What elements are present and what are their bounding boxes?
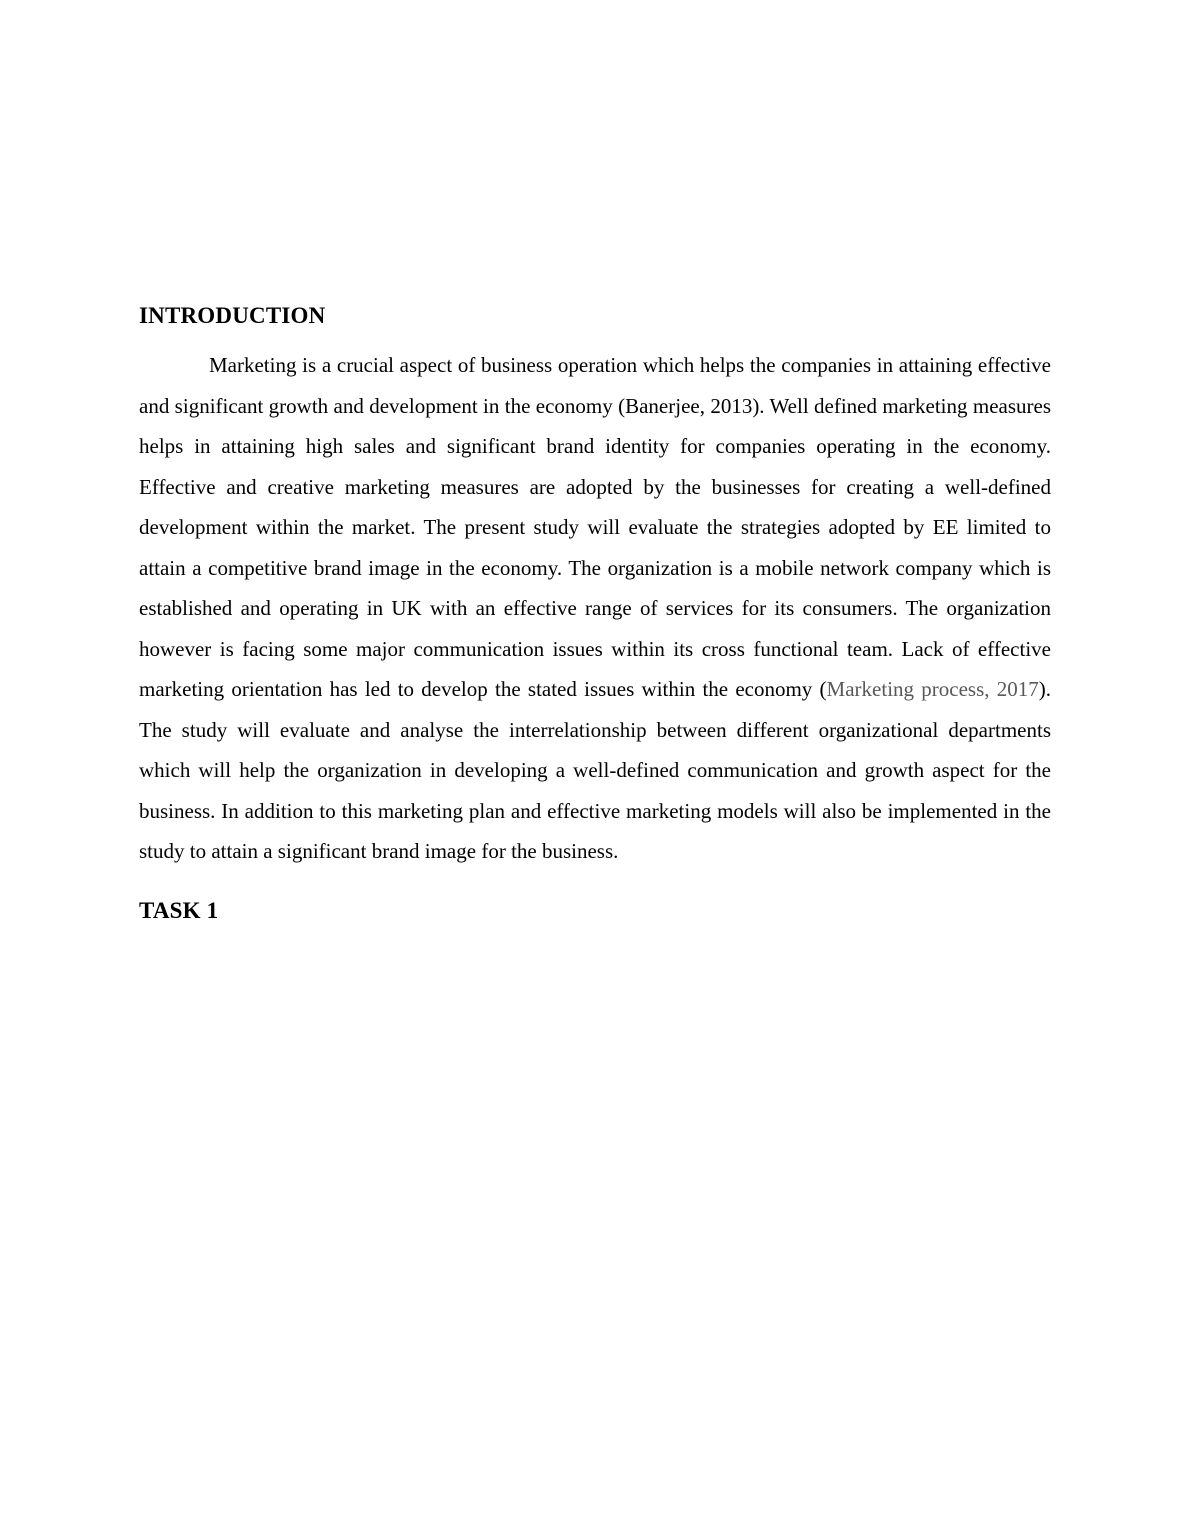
paragraph-text-first: Marketing is a crucial aspect of business operation which helps the companies in attaining effective and significant growth and development in the economy (Banerjee, 2013). Well defined marketing measures helps in attaining high sales and significant brand identity for companies operating in the economy. Effective and creative marketing measures are adopted by the businesses for creating a well-defined development within the market. The present study will evaluate the strategies adopted by EE limited to attain a competitive brand image in the economy. The organization is a mobile network company which is established and operating in UK with an effective range of services for its consumers. The organization however is facing some major communication issues within its cross functional team. Lack of effective marketing orientation has led to develop the stated issues within the economy ( [139, 353, 1051, 702]
page-title: INTRODUCTION [139, 303, 326, 328]
introduction-paragraph [139, 345, 1051, 872]
document-body [139, 300, 1051, 924]
paragraph-text-second: ). The study will evaluate and analyse the interrelationship between different organizational departments which will help the organization in developing a well-defined communication and growth aspect for the business. In addition to this marketing plan and effective marketing models will also be implemented in the study to attain a significant brand image for the business. [139, 677, 1051, 864]
inline-citation: Marketing process, 2017 [826, 677, 1039, 702]
section-heading-task-1: TASK 1 [139, 897, 219, 923]
